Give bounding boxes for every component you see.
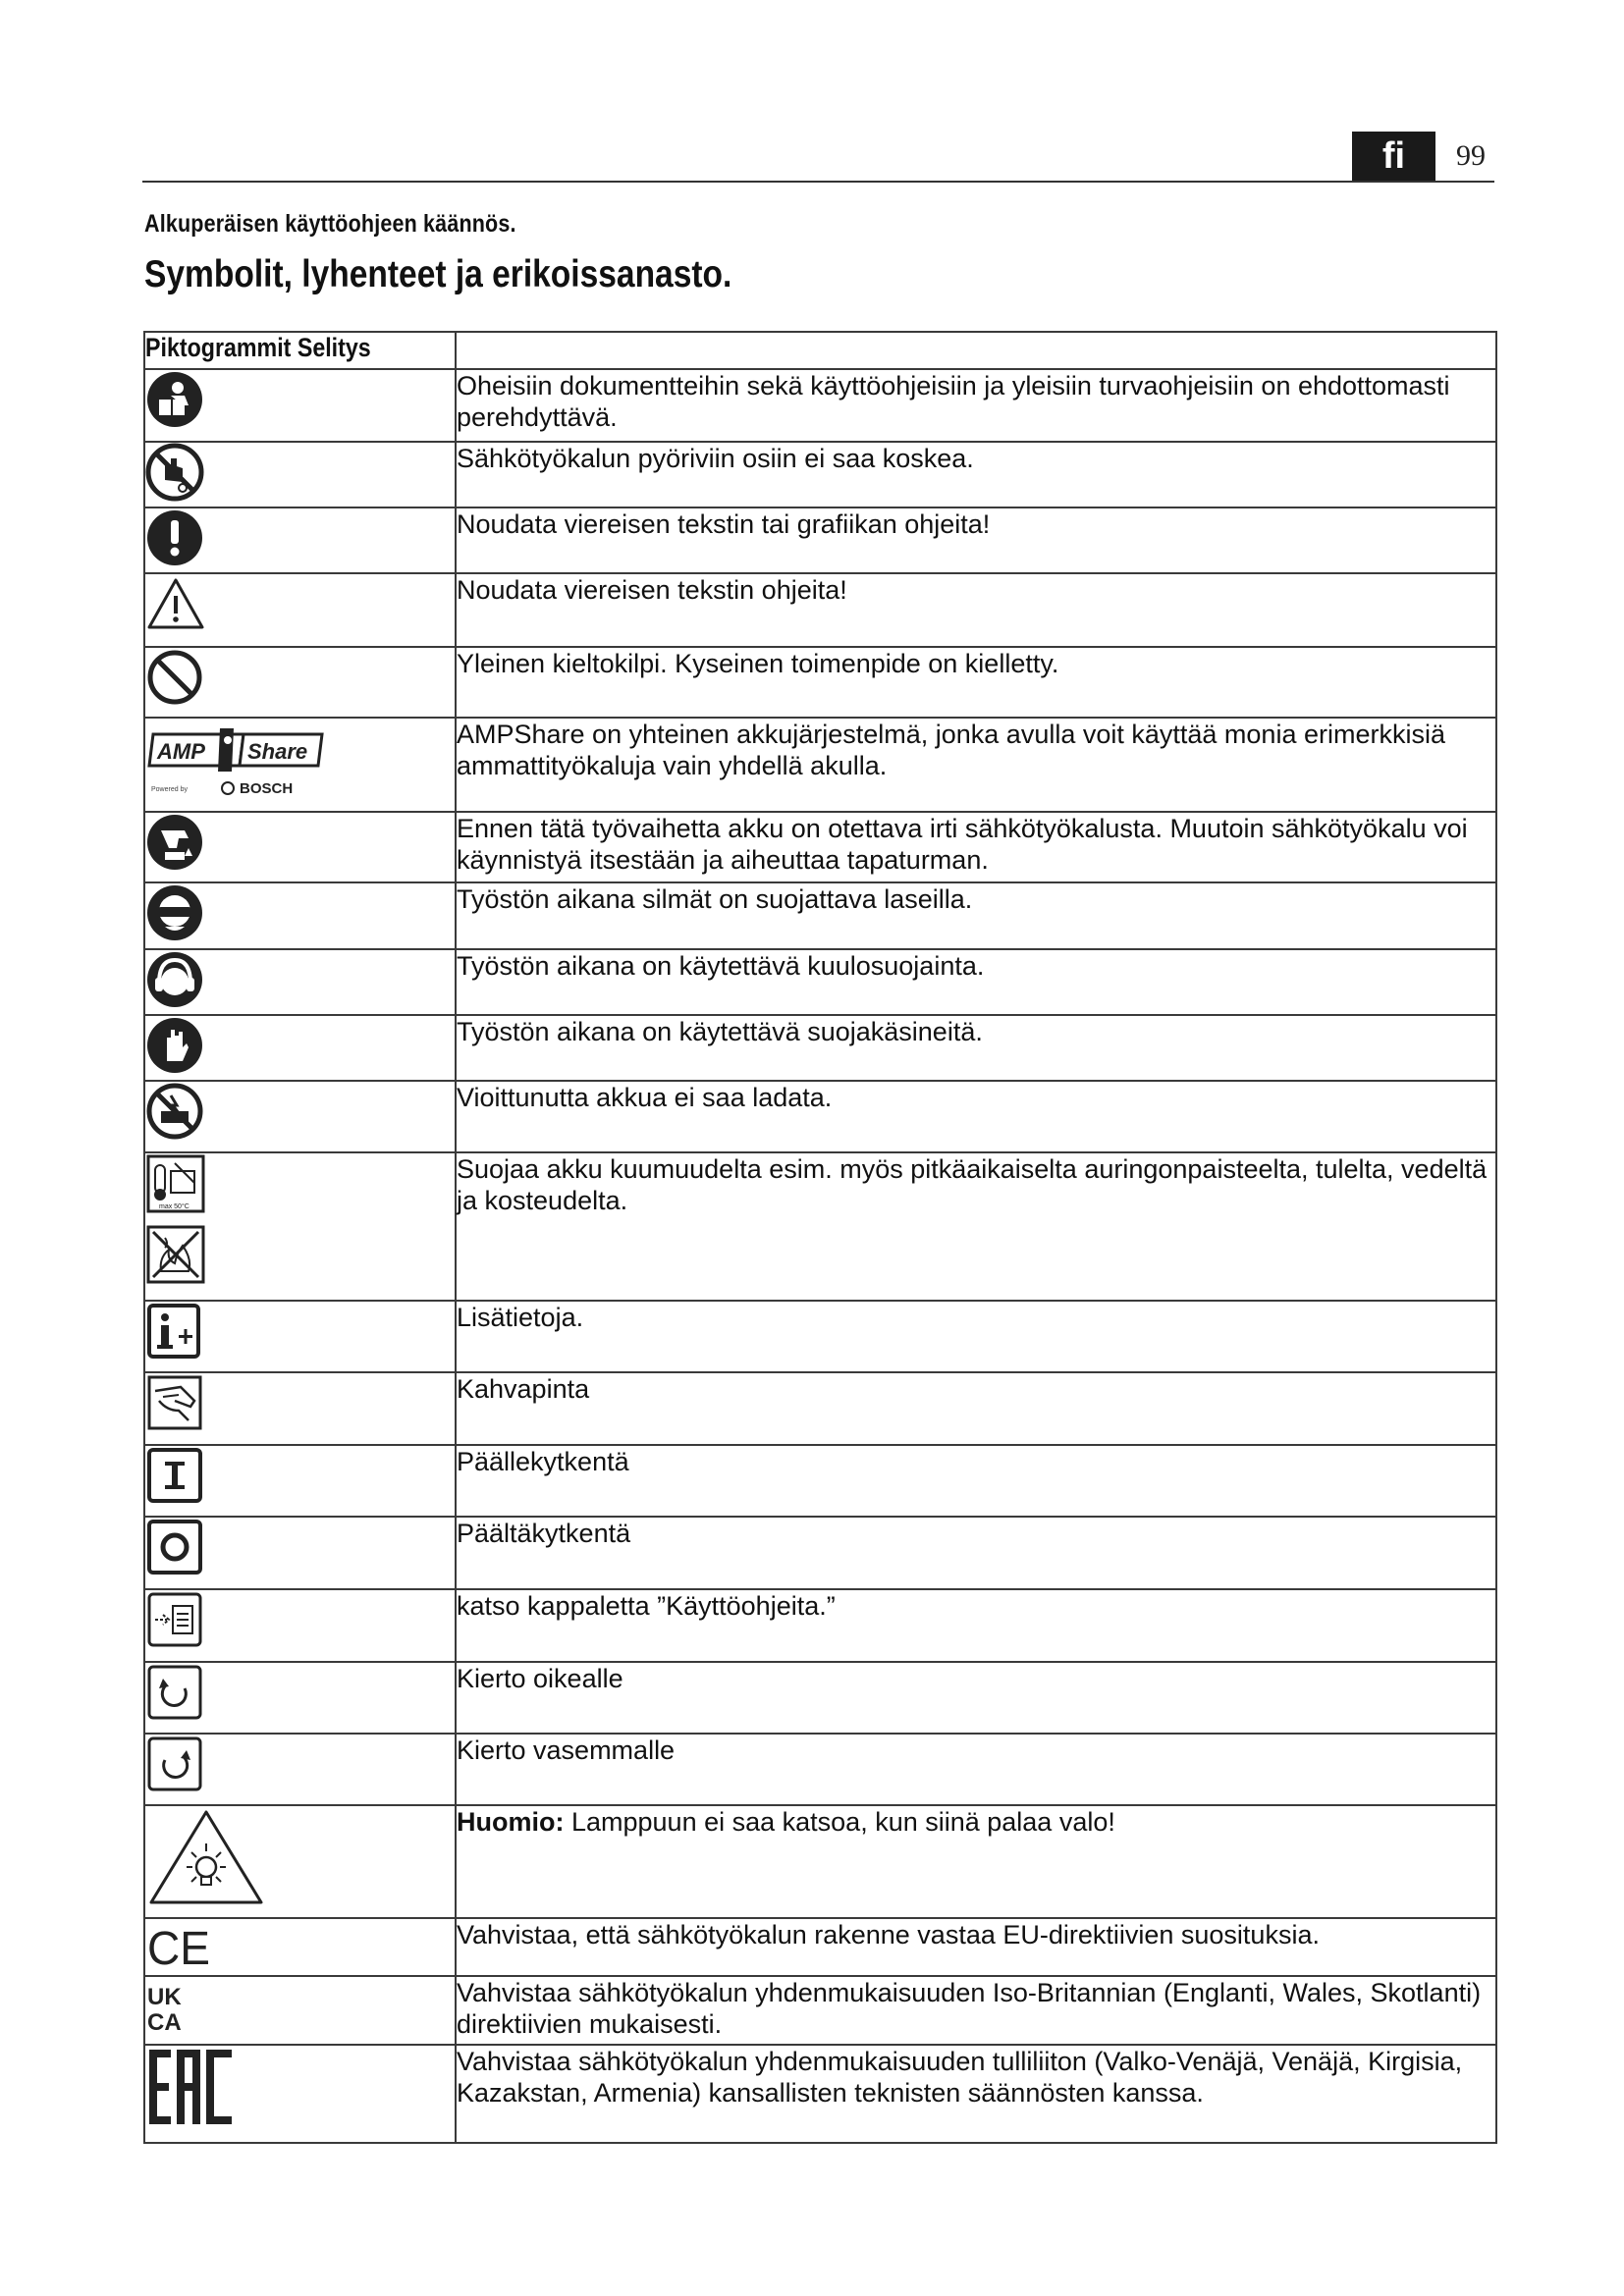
row-text: Yleinen kieltokilpi. Kyseinen toimenpide on kielletty. [456,647,1496,718]
table-row [144,1152,1496,1301]
row-text: Noudata viereisen tekstin ohjeita! [456,573,1496,647]
subtitle: Alkuperäisen käyttöohjeen käännös. [144,210,516,238]
table-row [144,1015,1496,1081]
table-row [144,1517,1496,1589]
language-badge: fi [1352,132,1435,181]
page-header [142,132,1494,183]
grip-surface-icon [145,1373,204,1432]
table-row [144,882,1496,949]
no-charge-damaged-battery-icon [145,1082,204,1141]
table-row [144,1081,1496,1152]
row-text: Suojaa akku kuumuudelta esim. myös pitkäaikaiselta auringonpaisteelta, tulelta, vedeltä ja kosteudelta. [456,1152,1496,1301]
table-row [144,1445,1496,1517]
rotation-left-icon [145,1735,204,1793]
row-text: Vahvistaa sähkötyökalun yhdenmukaisuuden tulliliiton (Valko-Venäjä, Venäjä, Kirgisia, Kazakstan, Armenia) kansallisten teknisten säännösten kanssa. [456,2045,1496,2143]
table-row [144,718,1496,812]
row-text: Sähkötyökalun pyöriviin osiin ei saa koskea. [456,442,1496,507]
table-row [144,1976,1496,2045]
information-icon [145,1302,204,1361]
row-text: Vioittunutta akkua ei saa ladata. [456,1081,1496,1152]
row-text [456,1805,1496,1918]
row-text: Noudata viereisen tekstin tai grafiikan ohjeita! [456,507,1496,573]
no-touch-rotating-parts-icon [145,443,204,502]
lamp-warning-icon [145,1806,267,1908]
symbols-table [143,331,1497,2144]
table-row [144,2045,1496,2143]
eac-mark-icon [145,2046,240,2128]
header-description [456,332,1496,369]
row-text: Kierto oikealle [456,1662,1496,1734]
table-row [144,1734,1496,1805]
row-text: Työstön aikana on käytettävä suojakäsineitä. [456,1015,1496,1081]
read-manual-icon [145,370,204,429]
ear-protection-icon [145,950,204,1009]
ampshare-amp-text: AMP [157,739,205,764]
page-number: 99 [1456,139,1486,172]
table-row [144,507,1496,573]
ce-mark-icon [145,1921,214,1970]
row-text: Kahvapinta [456,1372,1496,1445]
prohibition-icon [145,648,204,707]
huomio-label: Huomio: [457,1807,565,1837]
max-temperature-label: max 50°C [159,1203,189,1210]
table-row [144,1918,1496,1976]
ampshare-powered-text: Powered by [151,786,188,793]
page-title: Symbolit, lyhenteet ja erikoissanasto. [144,253,732,295]
row-text: Päällekytkentä [456,1445,1496,1517]
row-text: Oheisiin dokumentteihin sekä käyttöohjeisiin ja yleisiin turvaohjeisiin on ehdottomasti perehdyttävä. [456,369,1496,442]
ukca-mark-top: UK [147,1984,182,2010]
table-row [144,1372,1496,1445]
table-header-row [144,332,1496,369]
see-chapter-icon [145,1590,204,1649]
table-row [144,442,1496,507]
row-text: Päältäkytkentä [456,1517,1496,1589]
ampshare-logo-icon [145,719,332,799]
row-text: Ennen tätä työvaihetta akku on otettava irti sähkötyökalusta. Muutoin sähkötyökalu voi käynnistyä itsestään ja aiheuttaa tapaturman. [456,812,1496,882]
ce-mark-text: CE [147,1923,210,1970]
row-text: Lisätietoja. [456,1301,1496,1372]
lamp-warning-text: Lamppuun ei saa katsoa, kun siinä palaa valo! [564,1807,1115,1837]
table-row [144,812,1496,882]
warning-triangle-icon [145,574,206,633]
ampshare-bosch-text: BOSCH [240,780,294,797]
gloves-icon [145,1016,204,1075]
table-row [144,647,1496,718]
protect-battery-icon-group [145,1153,455,1285]
ukca-mark-bottom: CA [147,2009,182,2036]
row-text: AMPShare on yhteinen akkujärjestelmä, jonka avulla voit käyttää monia erimerkkisiä ammattityökaluja vain yhdellä akulla. [456,718,1496,812]
protect-battery-fire-water-icon [145,1224,206,1285]
row-text: Työstön aikana on käytettävä kuulosuojainta. [456,949,1496,1015]
rotation-right-icon [145,1663,204,1722]
row-text: Työstön aikana silmät on suojattava laseilla. [456,882,1496,949]
switch-on-icon [145,1446,204,1505]
exclamation-mandatory-icon [145,508,204,567]
table-row [144,1805,1496,1918]
switch-off-icon [145,1518,204,1576]
row-text: katso kappaletta ”Käyttöohjeita.” [456,1589,1496,1662]
ukca-mark-icon [145,1981,194,2036]
ampshare-share-text: Share [247,739,308,764]
table-row [144,1589,1496,1662]
protect-battery-heat-icon [145,1153,206,1214]
table-row [144,1301,1496,1372]
table-row [144,1662,1496,1734]
remove-battery-icon [145,813,204,872]
row-text: Kierto vasemmalle [456,1734,1496,1805]
header-pictograms: Piktogrammit Selitys [144,332,456,369]
table-row [144,573,1496,647]
table-row [144,949,1496,1015]
eye-protection-icon [145,883,204,942]
table-row [144,369,1496,442]
row-text: Vahvistaa, että sähkötyökalun rakenne vastaa EU-direktiivien suosituksia. [456,1918,1496,1976]
row-text: Vahvistaa sähkötyökalun yhdenmukaisuuden Iso-Britannian (Englanti, Wales, Skotlanti) direktiivien mukaisesti. [456,1976,1496,2045]
